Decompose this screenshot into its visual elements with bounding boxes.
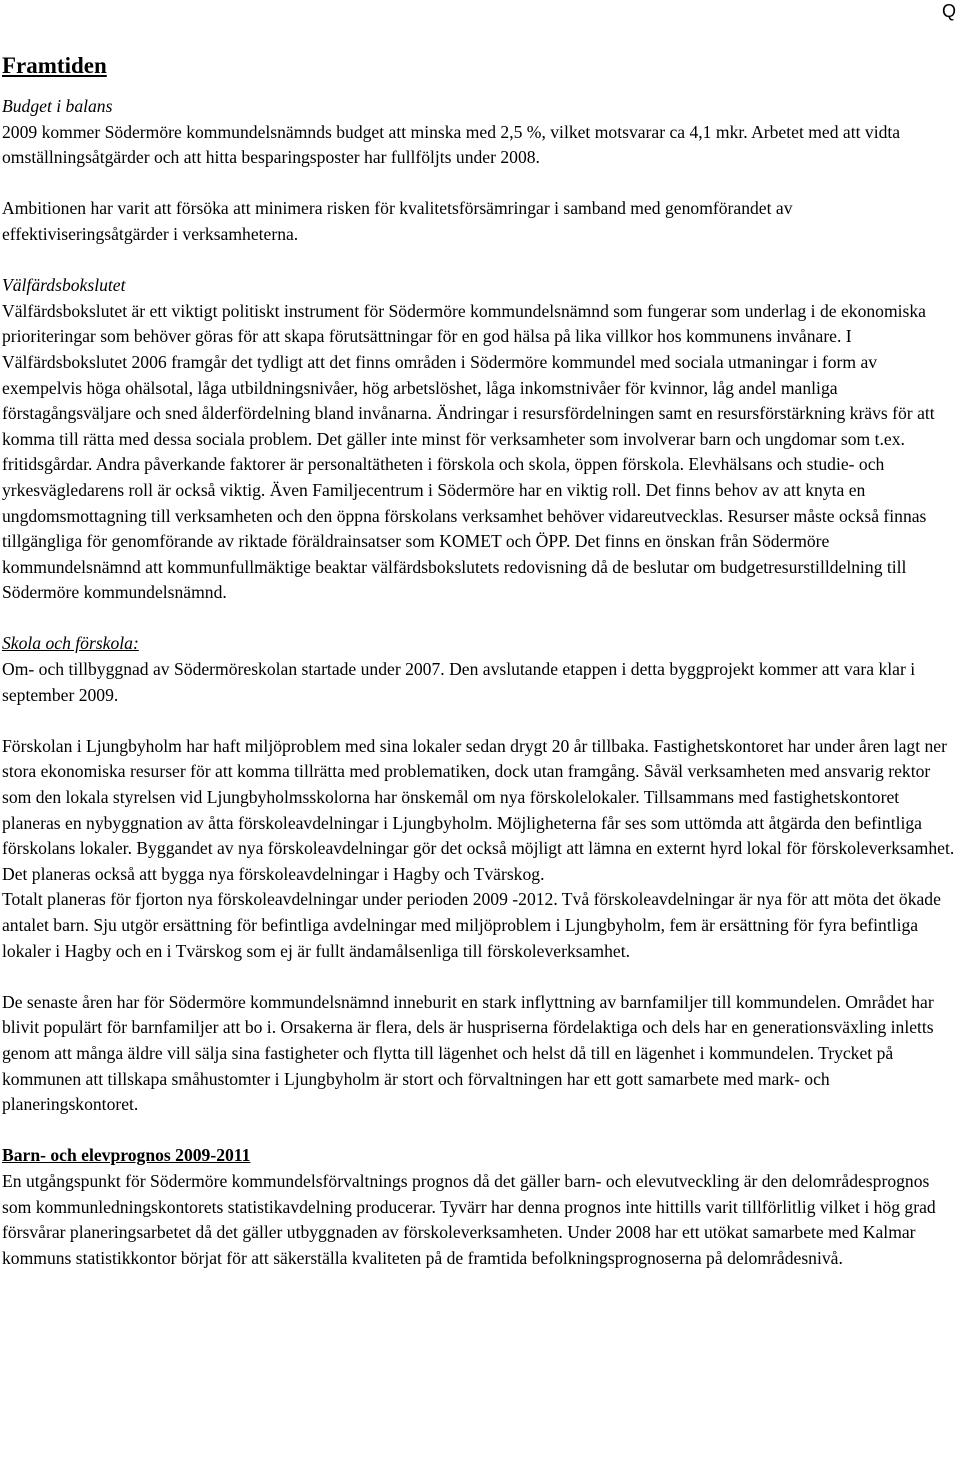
school-paragraph-4: De senaste åren har för Södermöre kommundelsnämnd inneburit en stark inflyttning av barnfamiljer till kommundelen. Området har blivit populärt för barnfamiljer att bo i. Orsakerna är flera, dels är huspriserna fördelaktiga och dels har en generationsväxling inletts genom att många äldre vill sälja sina fastigheter och flytta till lägenhet och helst då till en lägenhet i kommundelen. Trycket på kommunen att tillskapa småhustomter i Ljungbyholm är stort och förvaltningen har ett gott samarbete med mark- och planeringskontoret. [2,991,934,1115]
budget-heading: Budget i balans [2,96,113,116]
budget-paragraph-1: 2009 kommer Södermöre kommundelsnämnds budget att minska med 2,5 %, vilket motsvarar ca 4,1 mkr. Arbetet med att vidta omställningsåtgärder och att hitta besparingsposter har fullföljts under 2008. [2,121,901,168]
welfare-paragraph-1: Välfärdsbokslutet är ett viktigt politiskt instrument för Södermöre kommundelsnämnd som fungerar som underlag i de ekonomiska prioriteringar som behöver göras för att skapa förutsättningar för en god hälsa på lika villkor hos kommunens invånare. I Välfärdsbokslutet 2006 framgår det tydligt att det finns områden i Södermöre kommundel med sociala utmaningar i form av exempelvis höga ohälsotal, låga utbildningsnivåer, hög arbetslöshet, låga inkomstnivåer för kvinnor, låg andel manliga förstagångsväljare och sned ålderfördelning bland invånarna. Ändringar i resursfördelningen samt en resursförstärkning krävs för att komma till rätta med dessa sociala problem. Det gäller inte minst för verksamheter som involverar barn och ungdomar som t.ex. fritidsgårdar. Andra påverkande faktorer är personaltätheten i förskola och skola, öppen förskola. Elevhälsans och studie- och yrkesvägledarens roll är också viktig. Även Familjecentrum i Södermöre har en viktig roll. Det finns behov av att knyta en ungdomsmottagning till verksamheten och den öppna förskolans verksamhet behöver vidareutvecklas. Resurser måste också finnas tillgängliga för genomförande av riktade föräldrainsatser som KOMET och ÖPP. Det finns en önskan från Södermöre kommundelsnämnd att kommunfullmäktige beaktar välfärdsbokslutets redovisning då de beslutar om budgetresurstilldelning till Södermöre kommundelsnämnd. [2,300,935,603]
paragraph-gap [2,248,958,274]
paragraph-gap [2,1118,958,1144]
paragraph-gap [2,708,958,734]
school-paragraph-3: Totalt planeras för fjorton nya förskoleavdelningar under perioden 2009 -2012. Två förskoleavdelningar är nya för att möta det ökade antalet barn. Sju utgör ersättning för befintliga avdelningar med miljöproblem i Ljungbyholm, fem är ersättning för fyra befintliga lokaler i Hagby och en i Tvärskog som ej är fullt ändamålsenliga till förskoleverksamhet. [2,889,941,961]
section-school [2,631,958,1117]
section-budget [2,94,958,248]
welfare-heading: Välfärdsbokslutet [2,275,126,296]
corner-mark: Q [941,1,956,21]
school-paragraph-1: Om- och tillbyggnad av Södermöreskolan startade under 2007. Den avslutande etappen i detta byggprojekt kommer att vara klar i september 2009. [2,659,916,705]
page-title: Framtiden [2,53,107,78]
section-forecast [2,1143,958,1271]
section-welfare [2,273,958,606]
forecast-paragraph-1: En utgångspunkt för Södermöre kommundelsförvaltnings prognos då det gäller barn- och elevutveckling är den delområdesprognos som kommunledningskontorets statistikavdelning producerar. Tyvärr har denna prognos inte hittills varit tillförlitlig vilket i hög grad försvårar planeringsarbetet då det gäller utbyggnaden av förskoleverksamheten. Under 2008 har ett utökat samarbete med Kalmar kommuns statistikkontor börjat för att säkerställa kvaliteten på de framtida befolkningsprognoserna på delområdesnivå. [2,1170,936,1268]
paragraph-gap [2,964,958,990]
budget-paragraph-2: Ambitionen har varit att försöka att minimera risken för kvalitetsförsämringar i samband med genomförandet av effektiviseringsåtgärder i verksamheterna. [2,198,793,244]
paragraph-gap [2,171,958,197]
school-paragraph-2: Förskolan i Ljungbyholm har haft miljöproblem med sina lokaler sedan drygt 20 år tillbaka. Fastighetskontoret har under åren lagt ner stora ekonomiska resurser för att komma tillrätta med problematiken, dock utan framgång. Såväl verksamheten med ansvarig rektor som den lokala styrelsen vid Ljungbyholmsskolorna har önskemål om nya förskolelokaler. Tillsammans med fastighetskontoret planeras en nybyggnation av åtta förskoleavdelningar i Ljungbyholm. Möjligheterna får ses som uttömda att åtgärda den befintliga förskolans lokaler. Byggandet av nya förskoleavdelningar gör det också möjligt att lämna en externt hyrd lokal för förskoleverksamhet. Det planeras också att bygga nya förskoleavdelningar i Hagby och Tvärskog. [2,735,955,884]
forecast-heading: Barn- och elevprognos 2009-2011 [2,1145,251,1166]
paragraph-gap [2,606,958,632]
school-heading: Skola och förskola: [2,633,139,654]
